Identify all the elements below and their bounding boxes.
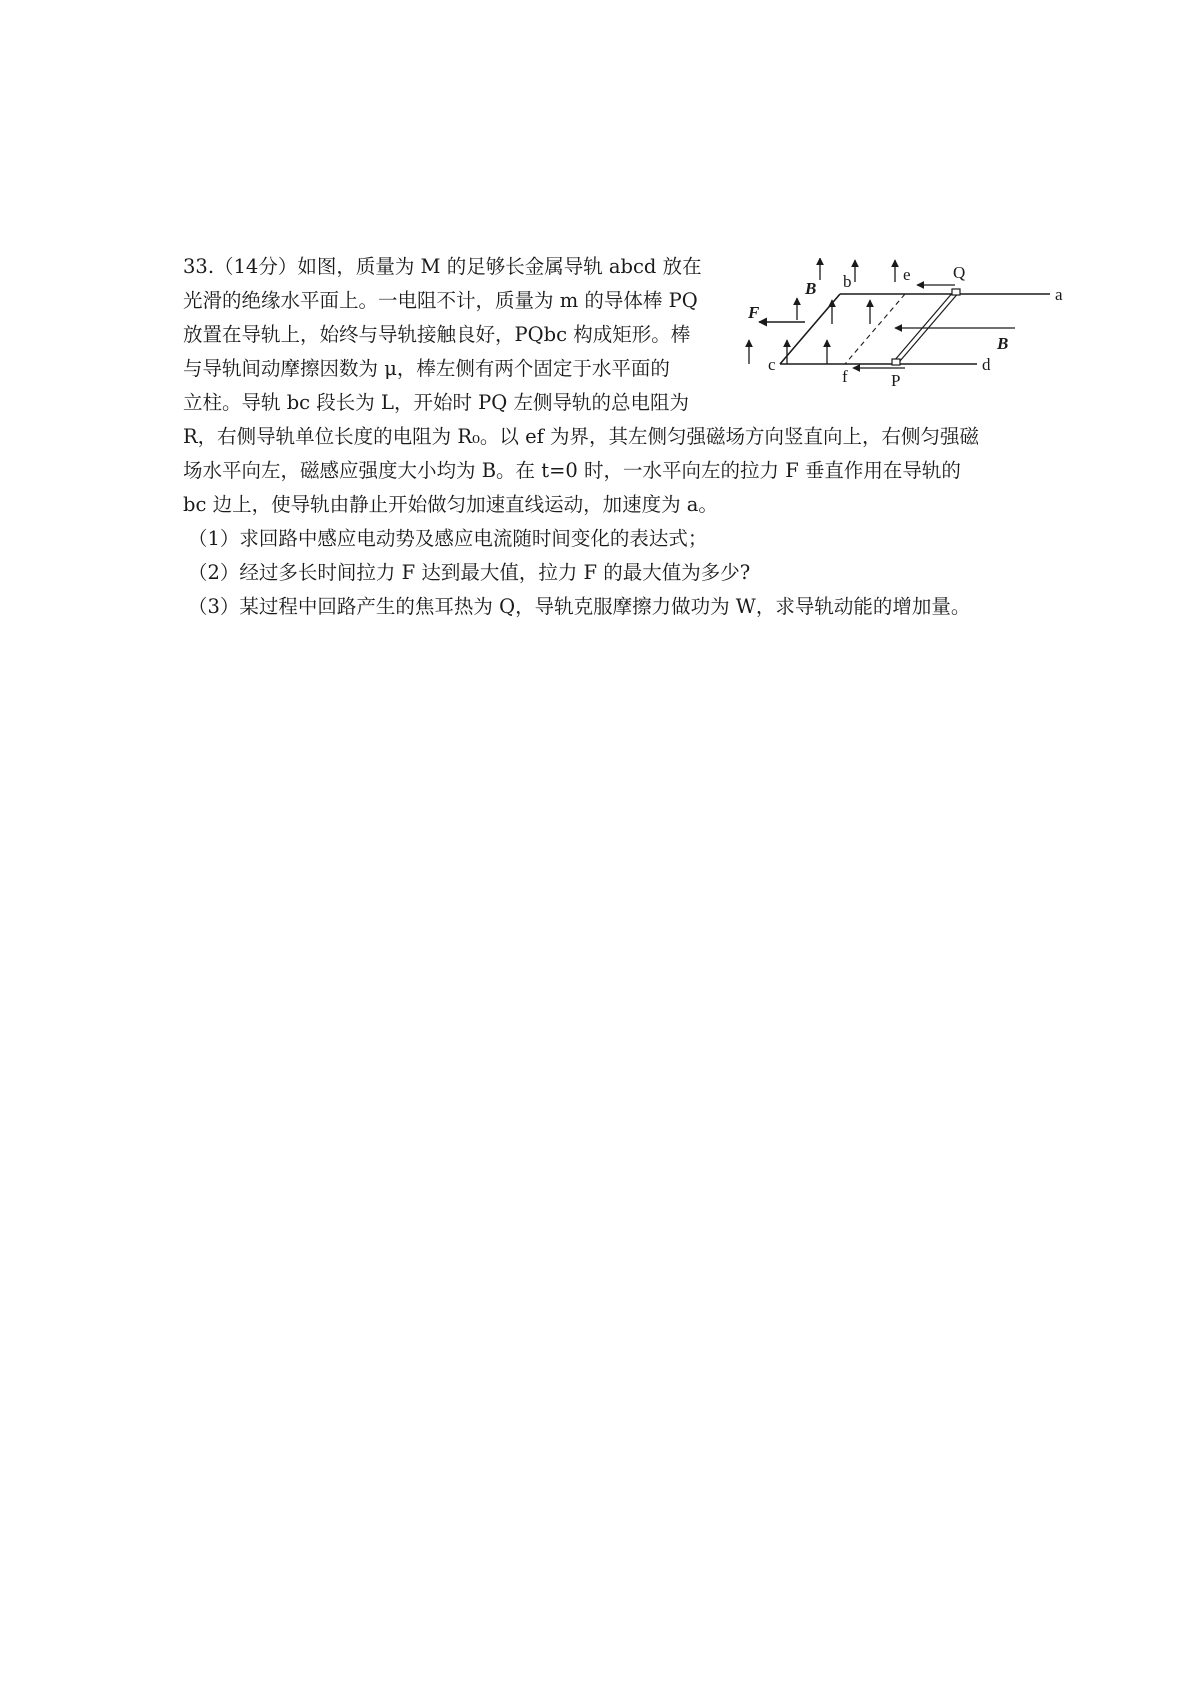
label-b-field-right: B bbox=[997, 334, 1009, 353]
b-field-vertical-arrows bbox=[749, 258, 895, 364]
label-e: e bbox=[903, 265, 911, 284]
label-p: P bbox=[891, 371, 901, 390]
rail-diagram bbox=[745, 258, 1065, 400]
label-force-f: F bbox=[748, 303, 760, 322]
label-d: d bbox=[982, 355, 991, 374]
rail-bc bbox=[780, 294, 840, 364]
question-2: （2）经过多长时间拉力 F 达到最大值，拉力 F 的最大值为多少? bbox=[188, 561, 751, 584]
problem-line-8: bc 边上，使导轨由静止开始做匀加速直线运动，加速度为 a。 bbox=[183, 493, 718, 516]
label-q: Q bbox=[953, 263, 966, 282]
label-b-field-left: B bbox=[805, 279, 817, 298]
problem-line-5: 立柱。导轨 bc 段长为 L，开始时 PQ 左侧导轨的总电阻为 bbox=[183, 391, 689, 414]
question-3: （3）某过程中回路产生的焦耳热为 Q，导轨克服摩擦力做功为 W，求导轨动能的增加量。 bbox=[188, 595, 971, 618]
problem-line-2: 光滑的绝缘水平面上。一电阻不计，质量为 m 的导体棒 PQ bbox=[183, 289, 698, 312]
label-c: c bbox=[768, 355, 776, 374]
boundary-ef bbox=[845, 294, 905, 364]
label-b: b bbox=[843, 272, 852, 291]
b-field-horizontal-arrows bbox=[853, 285, 1015, 368]
question-1: （1）求回路中感应电动势及感应电流随时间变化的表达式； bbox=[188, 527, 708, 550]
problem-line-4: 与导轨间动摩擦因数为 μ，棒左侧有两个固定于水平面的 bbox=[183, 357, 670, 380]
conductor-pq bbox=[892, 289, 960, 365]
label-f: f bbox=[842, 367, 848, 386]
problem-line-3: 放置在导轨上，始终与导轨接触良好，PQbc 构成矩形。棒 bbox=[183, 323, 691, 346]
problem-line-7: 场水平向左，磁感应强度大小均为 B。在 t=0 时，一水平向左的拉力 F 垂直作用在导轨的 bbox=[183, 459, 961, 482]
label-a: a bbox=[1055, 285, 1063, 304]
problem-line-1: 33.（14分）如图，质量为 M 的足够长金属导轨 abcd 放在 bbox=[183, 255, 702, 278]
problem-line-6: R，右侧导轨单位长度的电阻为 R₀。以 ef 为界，其左侧匀强磁场方向竖直向上，右侧匀强磁 bbox=[183, 425, 980, 448]
